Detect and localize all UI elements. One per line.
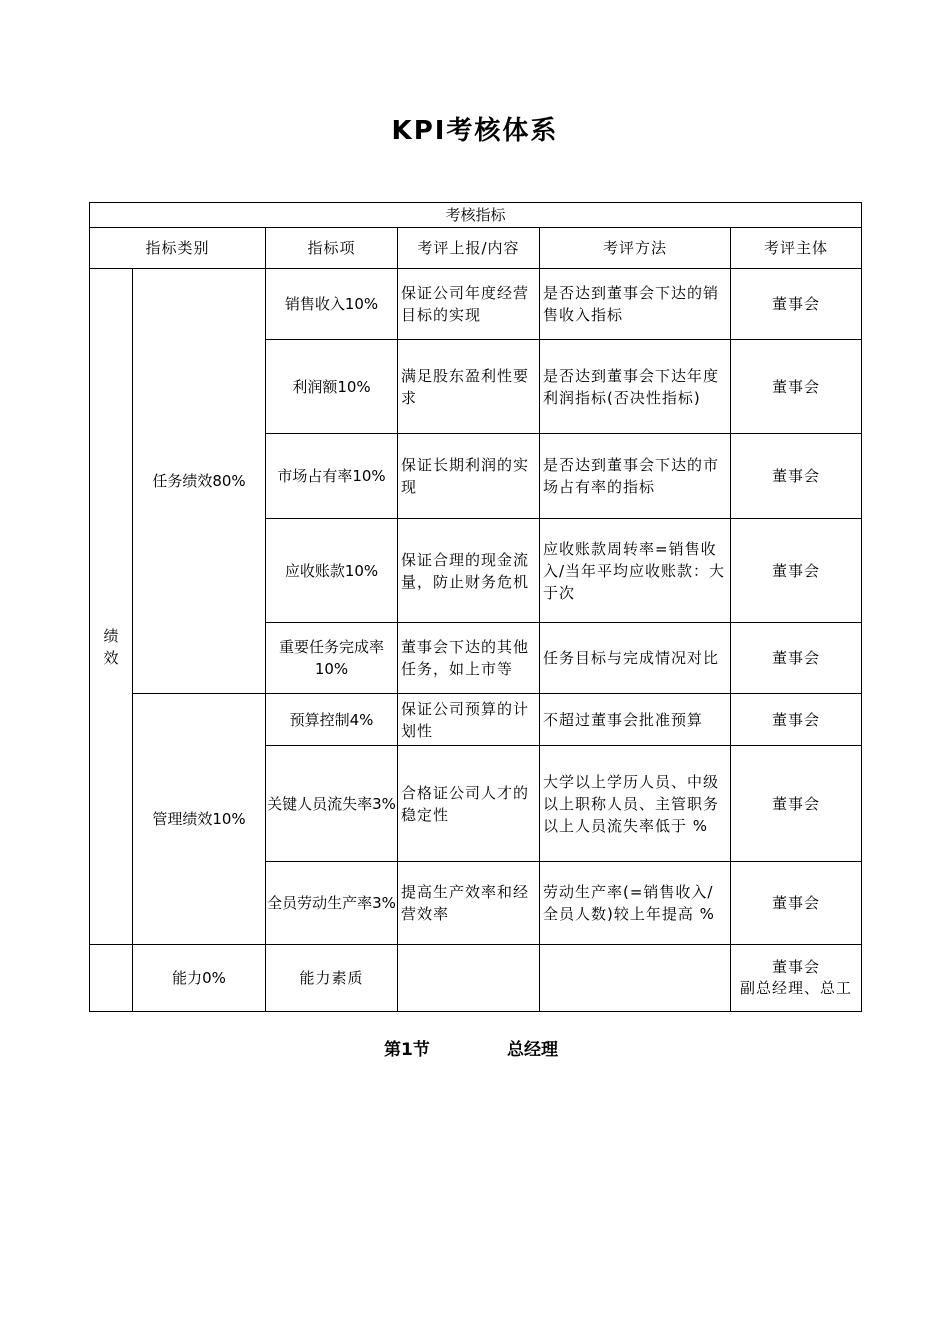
subject-cell: 董事会 — [731, 434, 862, 519]
group-name-ability: 能力0% — [133, 945, 266, 1012]
subject-cell: 董事会 — [731, 862, 862, 945]
item-cell: 销售收入10% — [266, 269, 398, 340]
method-cell: 是否达到董事会下达的市场占有率的指标 — [540, 434, 731, 519]
section-heading — [0, 1035, 950, 1059]
method-cell — [540, 945, 731, 1012]
content-cell — [398, 945, 540, 1012]
section-number: 第1节 — [384, 1040, 430, 1060]
group-name-task: 任务绩效80% — [133, 269, 266, 694]
table-row — [90, 945, 862, 1012]
item-cell: 应收账款10% — [266, 519, 398, 623]
subject-cell: 董事会 — [731, 269, 862, 340]
table-row — [90, 269, 862, 340]
header-content: 考评上报/内容 — [398, 228, 540, 269]
method-cell: 是否达到董事会下达年度利润指标(否决性指标) — [540, 340, 731, 434]
method-cell: 不超过董事会批准预算 — [540, 694, 731, 746]
group-name-management: 管理绩效10% — [133, 694, 266, 945]
item-cell: 全员劳动生产率3% — [266, 862, 398, 945]
header-category: 指标类别 — [90, 228, 266, 269]
method-cell: 劳动生产率(=销售收入/全员人数)较上年提高 % — [540, 862, 731, 945]
item-cell: 预算控制4% — [266, 694, 398, 746]
header-method: 考评方法 — [540, 228, 731, 269]
method-cell: 任务目标与完成情况对比 — [540, 623, 731, 694]
table-caption: 考核指标 — [90, 203, 862, 228]
content-cell: 提高生产效率和经营效率 — [398, 862, 540, 945]
subject-cell: 董事会 — [731, 519, 862, 623]
item-cell: 关键人员流失率3% — [266, 746, 398, 862]
item-cell: 重要任务完成率10% — [266, 623, 398, 694]
subject-cell: 董事会 — [731, 694, 862, 746]
content-cell: 满足股东盈利性要求 — [398, 340, 540, 434]
content-cell: 董事会下达的其他任务，如上市等 — [398, 623, 540, 694]
item-cell: 市场占有率10% — [266, 434, 398, 519]
header-subject: 考评主体 — [731, 228, 862, 269]
content-cell: 保证公司预算的计划性 — [398, 694, 540, 746]
page-title: KPI考核体系 — [391, 116, 559, 146]
content-cell: 保证合理的现金流量，防止财务危机 — [398, 519, 540, 623]
method-cell: 是否达到董事会下达的销售收入指标 — [540, 269, 731, 340]
subject-cell: 董事会 — [731, 623, 862, 694]
ability-blank-cell — [90, 945, 133, 1012]
subject-cell: 董事会 — [731, 746, 862, 862]
section-name: 总经理 — [507, 1040, 558, 1060]
table-row — [90, 694, 862, 746]
method-cell: 大学以上学历人员、中级以上职称人员、主管职务以上人员流失率低于 % — [540, 746, 731, 862]
kpi-table — [89, 202, 862, 1012]
content-cell: 合格证公司人才的稳定性 — [398, 746, 540, 862]
content-cell: 保证公司年度经营目标的实现 — [398, 269, 540, 340]
item-cell: 利润额10% — [266, 340, 398, 434]
content-cell: 保证长期利润的实现 — [398, 434, 540, 519]
header-item: 指标项 — [266, 228, 398, 269]
category-cell — [90, 269, 133, 945]
method-cell: 应收账款周转率=销售收入/当年平均应收账款：大于次 — [540, 519, 731, 623]
subject-cell: 董事会 — [731, 340, 862, 434]
item-cell: 能力素质 — [266, 945, 398, 1012]
category-label: 绩 效 — [103, 626, 119, 667]
subject-cell: 董事会 副总经理、总工 — [731, 945, 862, 1012]
